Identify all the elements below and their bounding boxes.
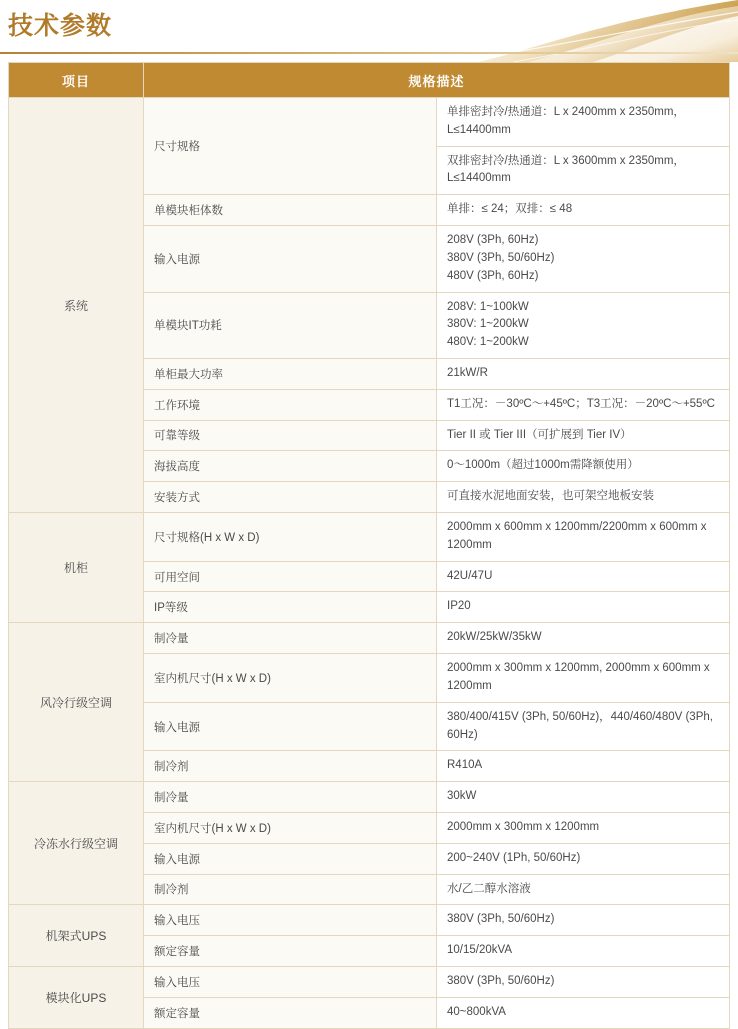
table-row — [9, 513, 730, 562]
spec-value-line: 21kW/R — [447, 366, 488, 379]
spec-label-cell: 单模块柜体数 — [144, 195, 437, 226]
spec-value-cell — [437, 782, 730, 813]
spec-value-cell — [437, 451, 730, 482]
table-header-row — [9, 63, 730, 98]
spec-value-line: 单排：≤ 24；双排：≤ 48 — [447, 203, 573, 216]
category-cell: 机柜 — [9, 513, 144, 623]
spec-value-line: 380V (3Ph, 50/60Hz) — [447, 913, 555, 926]
spec-label-cell: 工作环境 — [144, 389, 437, 420]
spec-value-line: 水/乙二醇水溶液 — [447, 882, 531, 895]
spec-value-cell — [437, 592, 730, 623]
spec-label-cell: 制冷剂 — [144, 751, 437, 782]
spec-value-line: 2000mm x 300mm x 1200mm, 2000mm x 600mm x 1200mm — [447, 662, 710, 692]
spec-value-cell — [437, 843, 730, 874]
spec-label-cell: 安装方式 — [144, 482, 437, 513]
spec-value-line: 10/15/20kVA — [447, 944, 513, 957]
spec-label-cell: 可用空间 — [144, 561, 437, 592]
spec-label-cell: 输入电源 — [144, 226, 437, 292]
spec-value-line: 0～1000m（超过1000m需降额使用） — [447, 459, 639, 472]
spec-value-line: 380V: 1~200kW — [447, 318, 529, 331]
category-cell: 系统 — [9, 98, 144, 513]
spec-label-cell: 室内机尺寸(H x W x D) — [144, 654, 437, 703]
spec-label-cell: 输入电压 — [144, 905, 437, 936]
spec-label-cell: 单模块IT功耗 — [144, 292, 437, 358]
spec-value-cell — [437, 561, 730, 592]
category-cell: 模块化UPS — [9, 967, 144, 1029]
column-header-spec: 规格描述 — [144, 63, 730, 98]
spec-label-cell: IP等级 — [144, 592, 437, 623]
header-divider — [0, 52, 738, 54]
spec-value-line: 208V (3Ph, 60Hz) — [447, 234, 539, 247]
spec-value-line: R410A — [447, 759, 483, 772]
page-header — [0, 0, 738, 62]
table-header — [9, 63, 730, 98]
category-cell: 风冷行级空调 — [9, 623, 144, 782]
table-row — [9, 623, 730, 654]
spec-label-cell: 制冷剂 — [144, 874, 437, 905]
table-row — [9, 782, 730, 813]
spec-label-cell: 可靠等级 — [144, 420, 437, 451]
table-row — [9, 967, 730, 998]
spec-value-cell — [437, 513, 730, 562]
spec-label-cell: 尺寸规格(H x W x D) — [144, 513, 437, 562]
category-cell: 机架式UPS — [9, 905, 144, 967]
spec-label-cell: 额定容量 — [144, 997, 437, 1028]
spec-label-cell: 室内机尺寸(H x W x D) — [144, 812, 437, 843]
spec-value-cell — [437, 812, 730, 843]
spec-label-cell: 制冷量 — [144, 623, 437, 654]
spec-value-cell — [437, 623, 730, 654]
spec-value-cell — [437, 420, 730, 451]
spec-value-cell — [437, 195, 730, 226]
spec-value-line: Tier II 或 Tier III（可扩展到 Tier IV） — [447, 428, 632, 441]
spec-value-cell — [437, 997, 730, 1028]
spec-label-cell: 海拔高度 — [144, 451, 437, 482]
spec-value-line: 20kW/25kW/35kW — [447, 631, 542, 644]
spec-value-cell — [437, 967, 730, 998]
spec-value-cell — [437, 389, 730, 420]
page-title: 技术参数 — [8, 12, 113, 40]
spec-label-cell: 额定容量 — [144, 936, 437, 967]
spec-value-cell: 单排密封冷/热通道：L x 2400mm x 2350mm，L≤14400mm — [437, 98, 730, 147]
spec-value-line: 380V (3Ph, 50/60Hz) — [447, 975, 555, 987]
spec-value-cell — [437, 292, 730, 358]
spec-value-cell — [437, 358, 730, 389]
spec-value-line: IP20 — [447, 600, 471, 613]
spec-value-line: 380/400/415V (3Ph, 50/60Hz)，440/460/480V (3Ph, 60Hz) — [447, 710, 713, 741]
spec-value-cell — [437, 226, 730, 292]
spec-label-cell: 尺寸规格 — [144, 98, 437, 195]
table-row — [9, 98, 730, 147]
spec-value-line: 可直接水泥地面安装，也可架空地板安装 — [447, 490, 654, 503]
spec-label-cell: 制冷量 — [144, 782, 437, 813]
spec-value-line: 480V: 1~200kW — [447, 336, 529, 349]
spec-value-line: T1工况：－30ºC～+45ºC；T3工况：－20ºC～+55ºC — [447, 397, 715, 410]
spec-value-cell — [437, 905, 730, 936]
spec-value-line: 2000mm x 300mm x 1200mm — [447, 820, 600, 833]
spec-value-cell — [437, 936, 730, 967]
spec-value-line: 2000mm x 600mm x 1200mm/2200mm x 600mm x 1200mm — [447, 521, 707, 551]
column-header-item: 项目 — [9, 63, 144, 98]
spec-value-line: 208V: 1~100kW — [447, 300, 529, 313]
spec-value-cell — [437, 751, 730, 782]
spec-value-cell — [437, 654, 730, 703]
table-row — [9, 905, 730, 936]
table-body — [9, 98, 730, 1029]
spec-value-cell — [437, 482, 730, 513]
category-cell: 冷冻水行级空调 — [9, 782, 144, 905]
spec-value-cell — [437, 874, 730, 905]
spec-label-cell: 输入电源 — [144, 843, 437, 874]
spec-value-line: 30kW — [447, 790, 477, 803]
spec-value-line: 42U/47U — [447, 569, 493, 582]
spec-table-container — [0, 62, 738, 1029]
spec-value-line: 480V (3Ph, 60Hz) — [447, 269, 539, 282]
spec-label-cell: 输入电压 — [144, 967, 437, 998]
spec-value-cell — [437, 702, 730, 751]
spec-label-cell: 单柜最大功率 — [144, 358, 437, 389]
technical-spec-table — [8, 62, 730, 1029]
spec-value-cell: 双排密封冷/热通道：L x 3600mm x 2350mm，L≤14400mm — [437, 146, 730, 195]
spec-value-line: 40~800kVA — [447, 1005, 506, 1018]
spec-value-line: 380V (3Ph, 50/60Hz) — [447, 251, 555, 264]
spec-value-line: 200~240V (1Ph, 50/60Hz) — [447, 851, 581, 864]
spec-label-cell: 输入电源 — [144, 702, 437, 751]
